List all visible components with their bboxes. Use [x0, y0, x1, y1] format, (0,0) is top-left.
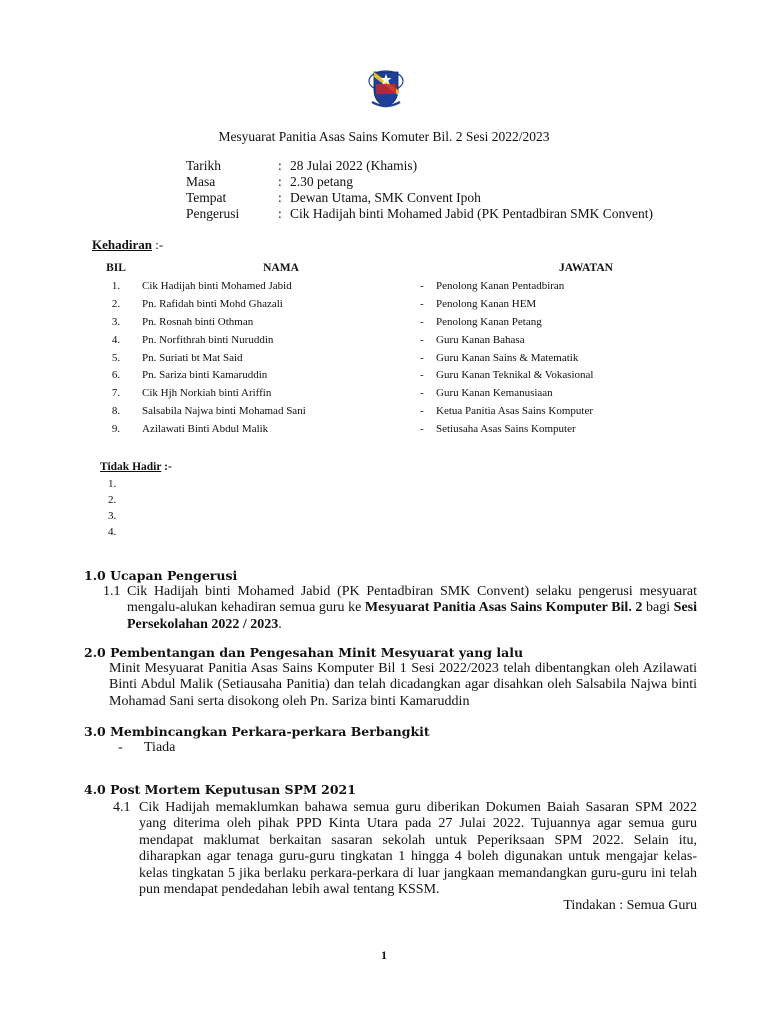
- info-separator: :: [278, 158, 282, 173]
- section-1-body: [103, 584, 697, 633]
- row-dash: -: [420, 351, 424, 364]
- row-jawatan: Guru Kanan Sains & Matematik: [436, 351, 579, 364]
- table-row: [90, 334, 736, 352]
- text-span: Cik Hadijah binti Mohamed Jabid (PK Pentadbiran SMK Convent) selaku pengerusi mesyuarat mengalu-alukan kehadiran semua guru ke: [127, 584, 697, 616]
- section-4-body: [113, 800, 697, 915]
- item-number: 4.1: [113, 800, 131, 815]
- row-nama: Salsabila Najwa binti Mohamad Sani: [142, 405, 306, 418]
- absent-suffix: :-: [161, 461, 172, 473]
- row-jawatan: Penolong Kanan Petang: [436, 315, 542, 328]
- row-bil: 4.: [111, 333, 121, 346]
- row-dash: -: [420, 315, 424, 328]
- row-jawatan: Setiusaha Asas Sains Komputer: [436, 423, 576, 436]
- row-dash: -: [420, 369, 424, 382]
- list-item: 1.: [108, 478, 117, 490]
- row-bil: 6.: [111, 369, 121, 382]
- info-value: Dewan Utama, SMK Convent Ipoh: [290, 190, 481, 205]
- row-jawatan: Penolong Kanan HEM: [436, 297, 537, 310]
- school-crest-logo: [368, 64, 404, 110]
- row-nama: Cik Hadijah binti Mohamed Jabid: [142, 280, 292, 292]
- table-row: [90, 369, 736, 387]
- row-dash: -: [420, 423, 424, 436]
- info-row-venue: [186, 190, 653, 206]
- section-3-heading: 3.0 Membincangkan Perkara-perkara Berbangkit: [84, 724, 430, 739]
- attendance-heading: [92, 237, 163, 253]
- text-span: .: [278, 616, 282, 632]
- table-row: [90, 280, 736, 298]
- info-value: 28 Julai 2022 (Khamis): [290, 158, 418, 173]
- row-dash: -: [420, 405, 424, 418]
- row-nama: Pn. Suriati bt Mat Said: [142, 351, 243, 364]
- row-bil: 9.: [111, 423, 121, 436]
- absent-label: Tidak Hadir: [100, 461, 162, 473]
- row-bil: 5.: [111, 351, 121, 364]
- header-bil: BIL: [106, 262, 126, 274]
- row-dash: -: [420, 387, 424, 400]
- item-text: Cik Hadijah memaklumkan bahawa semua guru diberikan Dokumen Baiah Sasaran SPM 2022 yang diterima oleh pihak PPD Kinta Utara pada 27 Julai 2022. Tujuannya agar semua guru mendapat maklumat berkaitan sasaran sekolah untuk Peperiksaan SPM 2022. Selain itu, diharapkan agar tenaga guru-guru tingkatan 1 hingga 4 boleh digunakan untuk mengajar kelas-kelas tingkatan 5 jika berlaku perkara-perkara di luar jangkaan memandangkan guru-guru ini telah pun mendapat pendedahan lebih awal tentang KSSM.: [139, 800, 697, 898]
- list-item: 2.: [108, 494, 117, 506]
- info-value: Cik Hadijah binti Mohamed Jabid (PK Pentadbiran SMK Convent): [290, 206, 653, 221]
- header-jawatan: JAWATAN: [559, 262, 613, 274]
- table-row: [90, 352, 736, 370]
- table-row: [90, 405, 736, 423]
- section-3-item: [118, 740, 175, 756]
- row-nama: Cik Hjh Norkiah binti Ariffin: [142, 387, 272, 400]
- item-text: Tiada: [144, 740, 176, 755]
- section-2-body: Minit Mesyuarat Panitia Asas Sains Komputer Bil 1 Sesi 2022/2023 telah dibentangkan oleh Azilawati Binti Abdul Malik (Setiausaha Panitia) dan telah dicadangkan agar disahkan oleh Salsabila Najwa binti Mohamad Sani serta disokong oleh Pn. Sariza binti Kamaruddin: [109, 661, 697, 709]
- table-row: [90, 316, 736, 334]
- row-nama: Pn. Sariza binti Kamaruddin: [142, 369, 268, 382]
- section-2-heading: 2.0 Pembentangan dan Pengesahan Minit Mesyuarat yang lalu: [84, 645, 524, 660]
- table-row: [90, 423, 736, 441]
- table-row: [90, 387, 736, 405]
- attendance-table: [90, 262, 736, 441]
- row-bil: 3.: [111, 315, 121, 328]
- row-bil: 8.: [111, 405, 121, 418]
- row-dash: -: [420, 280, 424, 292]
- absent-heading: [100, 461, 172, 473]
- info-row-chair: [186, 206, 653, 222]
- info-label: Tempat: [186, 190, 227, 205]
- dash-marker: -: [118, 740, 123, 755]
- meeting-info: [186, 158, 653, 222]
- table-row: [90, 298, 736, 316]
- row-jawatan: Guru Kanan Teknikal & Vokasional: [436, 369, 594, 382]
- absent-list: [108, 476, 116, 540]
- text-span: bagi: [642, 600, 674, 616]
- header-spacer: [420, 262, 436, 280]
- info-separator: :: [278, 206, 282, 221]
- row-nama: Azilawati Binti Abdul Malik: [142, 423, 269, 436]
- row-nama: Pn. Rafidah binti Mohd Ghazali: [142, 297, 283, 310]
- info-separator: :: [278, 174, 282, 189]
- row-jawatan: Guru Kanan Kemanusiaan: [436, 387, 553, 400]
- row-jawatan: Penolong Kanan Pentadbiran: [436, 280, 565, 292]
- table-header-row: [90, 262, 736, 280]
- row-bil: 2.: [111, 297, 121, 310]
- info-label: Tarikh: [186, 158, 222, 173]
- bold-span: Sesi Persekolahan 2022 / 2023: [127, 600, 698, 632]
- row-nama: Pn. Rosnah binti Othman: [142, 315, 254, 328]
- action-note: Tindakan : Semua Guru: [563, 898, 697, 914]
- row-dash: -: [420, 333, 424, 346]
- page-number: 1: [381, 948, 387, 962]
- section-4-heading: 4.0 Post Mortem Keputusan SPM 2021: [84, 782, 356, 797]
- info-row-time: [186, 174, 653, 190]
- info-separator: :: [278, 190, 282, 205]
- row-bil: 1.: [111, 280, 121, 292]
- list-item: 3.: [108, 510, 117, 522]
- list-item: 4.: [108, 526, 117, 538]
- row-dash: -: [420, 297, 424, 310]
- info-row-date: [186, 158, 653, 174]
- row-nama: Pn. Norfithrah binti Nuruddin: [142, 333, 274, 346]
- section-1-heading: 1.0 Ucapan Pengerusi: [84, 568, 238, 583]
- row-jawatan: Ketua Panitia Asas Sains Komputer: [436, 405, 594, 418]
- document-title: Mesyuarat Panitia Asas Sains Komuter Bil. 2 Sesi 2022/2023: [218, 129, 550, 144]
- row-bil: 7.: [111, 387, 121, 400]
- item-number: 1.1: [103, 584, 121, 599]
- attendance-label: Kehadiran: [92, 237, 152, 252]
- item-text: [127, 584, 697, 633]
- row-jawatan: Guru Kanan Bahasa: [436, 333, 525, 346]
- info-value: 2.30 petang: [290, 174, 353, 189]
- attendance-suffix: :-: [151, 237, 164, 252]
- header-nama: NAMA: [263, 262, 299, 274]
- info-label: Masa: [186, 174, 216, 189]
- bold-span: Mesyuarat Panitia Asas Sains Komputer Bil. 2: [364, 600, 643, 616]
- info-label: Pengerusi: [186, 206, 240, 221]
